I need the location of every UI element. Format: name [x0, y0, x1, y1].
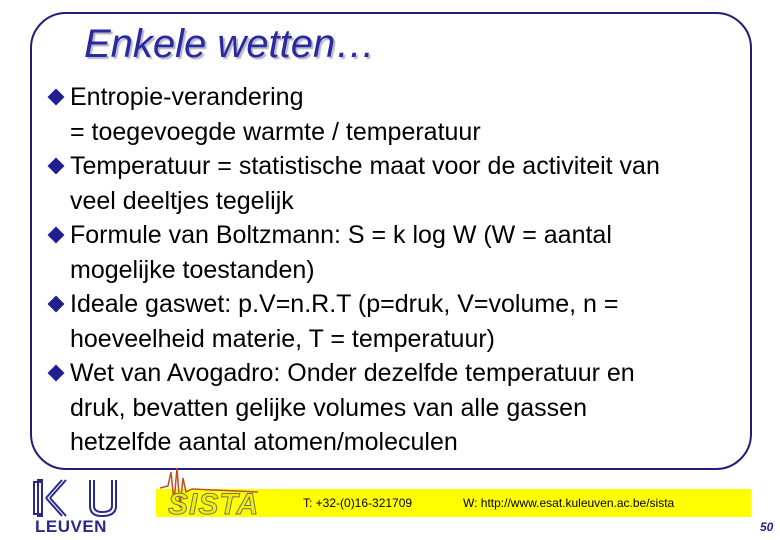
bullet-line: Temperatuur = statistische maat voor de activiteit van — [70, 152, 660, 180]
diamond-bullet-icon — [48, 227, 65, 244]
bullet-item — [48, 218, 738, 287]
bullet-item — [48, 149, 738, 218]
diamond-bullet-icon — [48, 296, 65, 313]
bullet-line: Wet van Avogadro: Onder dezelfde temperatuur en — [70, 359, 635, 387]
page-number: 50 — [760, 520, 774, 534]
bullet-item — [48, 287, 738, 356]
bullet-line: Formule van Boltzmann: S = k log W (W = aantal — [70, 221, 612, 249]
bullet-item — [48, 356, 738, 460]
bullet-item — [48, 80, 738, 149]
diamond-bullet-icon — [48, 89, 65, 106]
bullet-line: = toegevoegde warmte / temperatuur — [70, 117, 481, 146]
ku-leuven-logo-icon — [32, 478, 128, 518]
bullet-line: hetzelfde aantal atomen/moleculen — [70, 428, 458, 456]
bullet-line: veel deeltjes tegelijk — [70, 186, 294, 215]
diamond-bullet-icon — [48, 365, 65, 382]
bullet-line: hoeveelheid materie, T = temperatuur) — [70, 324, 496, 353]
slide-title: Enkele wetten… — [84, 22, 376, 66]
bullet-line: Entropie-verandering — [70, 83, 304, 111]
sista-logo-text: SISTA — [168, 488, 260, 521]
university-name: LEUVEN — [35, 517, 107, 536]
bullet-list — [48, 80, 738, 460]
footer-phone: T: +32-(0)16-321709 — [303, 496, 413, 510]
footer-website[interactable]: W: http://www.esat.kuleuven.ac.be/sista — [463, 496, 675, 510]
diamond-bullet-icon — [48, 158, 65, 175]
bullet-line: Ideale gaswet: p.V=n.R.T (p=druk, V=volume, n = — [70, 290, 619, 318]
bullet-line: druk, bevatten gelijke volumes van alle gassen — [70, 393, 587, 422]
bullet-line: mogelijke toestanden) — [70, 255, 315, 284]
